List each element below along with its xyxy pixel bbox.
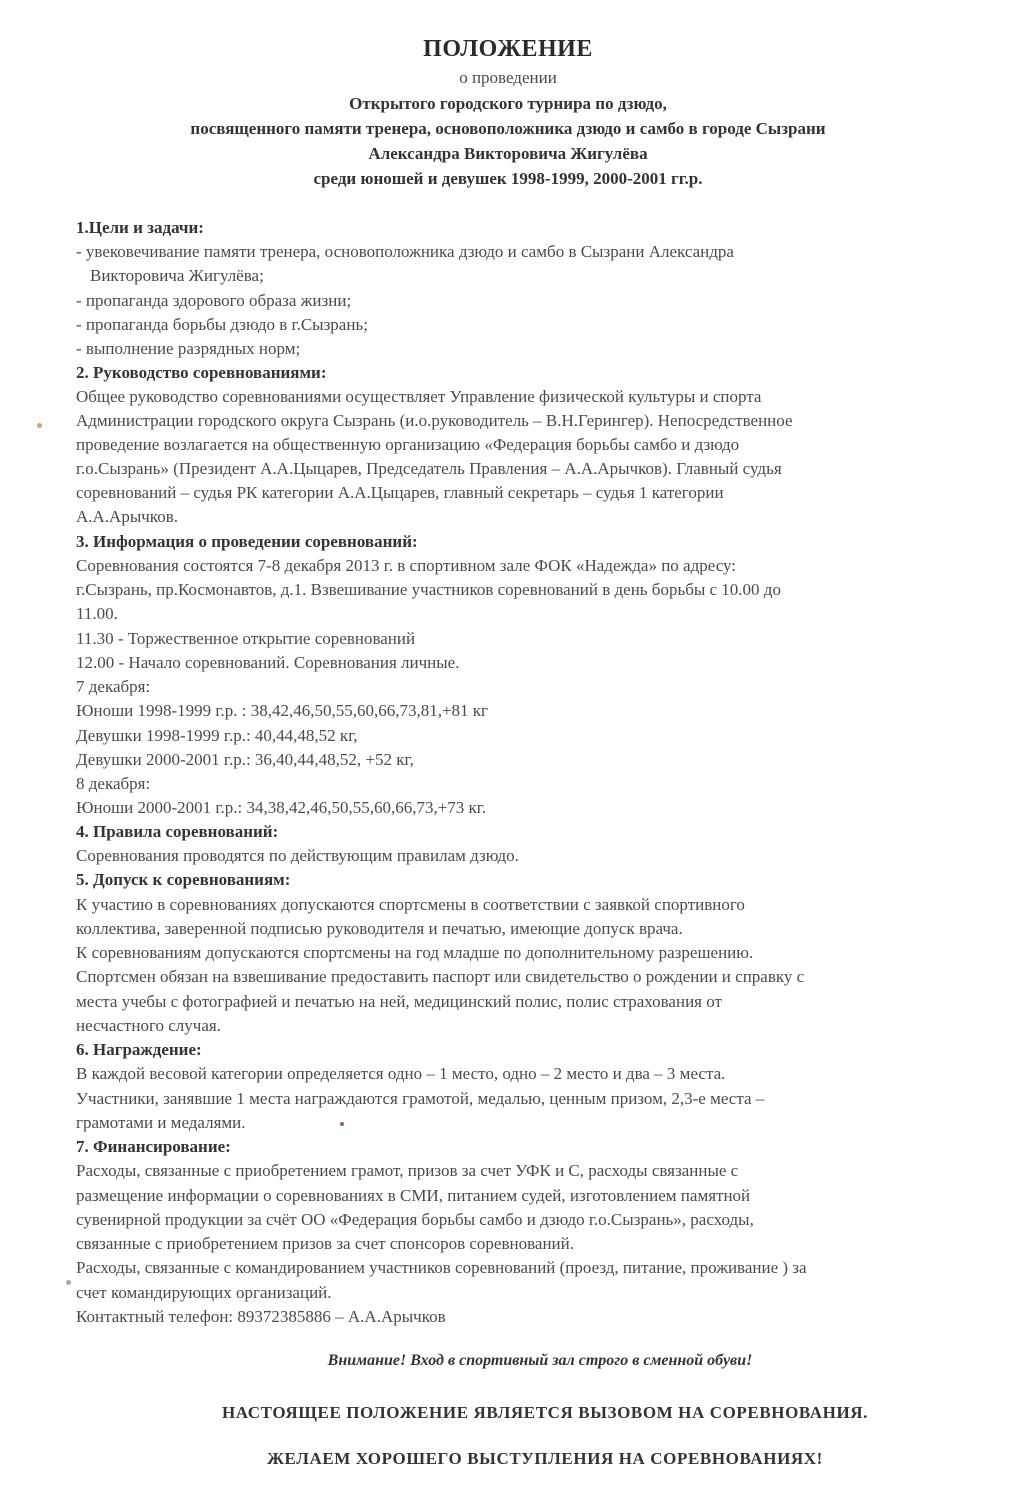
section-line: Девушки 1998-1999 г.р.: 40,44,48,52 кг,: [76, 726, 358, 745]
section-line: - увековечивание памяти тренера, основоположника дзюдо и самбо в Сызрани Александра: [76, 242, 734, 261]
section-line: Викторовича Жигулёва;: [90, 266, 264, 285]
scan-speck: [66, 1280, 71, 1285]
header-line: Открытого городского турнира по дзюдо,: [349, 94, 667, 113]
section-line: 11.00.: [76, 604, 118, 623]
section-heading-financing: 7. Финансирование:: [76, 1137, 231, 1156]
scan-speck: [340, 1122, 344, 1126]
section-line: размещение информации о соревнованиях в СМИ, питанием судей, изготовлением памятной: [76, 1186, 751, 1205]
section-line: г.о.Сызрань» (Президент А.А.Цыцарев, Председатель Правления – А.А.Арычков). Главный судья: [76, 459, 782, 478]
section-line: Соревнования состоятся 7-8 декабря 2013 г. в спортивном зале ФОК «Надежда» по адресу:: [76, 556, 737, 575]
section-line: - пропаганда борьбы дзюдо в г.Сызрань;: [76, 315, 368, 334]
section-line: Юноши 1998-1999 г.р. : 38,42,46,50,55,60,66,73,81,+81 кг: [76, 701, 489, 720]
section-line: К соревнованиям допускаются спортсмены на год младше по дополнительному разрешению.: [76, 943, 754, 962]
section-line: Расходы, связанные с приобретением грамот, призов за счет УФК и С, расходы связанные с: [76, 1161, 739, 1180]
section-line: Расходы, связанные с командированием участников соревнований (проезд, питание, проживание ) за: [76, 1258, 807, 1277]
section-line: Юноши 2000-2001 г.р.: 34,38,42,46,50,55,60,66,73,+73 кг.: [76, 798, 487, 817]
section-heading-goals: 1.Цели и задачи:: [76, 218, 204, 237]
section-line: Администрации городского округа Сызрань (и.о.руководитель – В.Н.Герингер). Непосредственное: [76, 411, 793, 430]
section-line: - выполнение разрядных норм;: [76, 339, 301, 358]
closing-line: НАСТОЯЩЕЕ ПОЛОЖЕНИЕ ЯВЛЯЕТСЯ ВЫЗОВОМ НА СОРЕВНОВАНИЯ.: [221, 1403, 869, 1422]
section-line: связанные с приобретением призов за счет спонсоров соревнований.: [76, 1234, 574, 1253]
section-line: А.А.Арычков.: [76, 507, 178, 526]
header-line: Александра Викторовича Жигулёва: [368, 144, 648, 163]
section-line: сувенирной продукции за счёт ОО «Федерация борьбы самбо и дзюдо г.о.Сызрань», расходы,: [76, 1210, 754, 1229]
section-line: 12.00 - Начало соревнований. Соревнования личные.: [76, 653, 460, 672]
section-line: коллектива, заверенной подписью руководителя и печатью, имеющие допуск врача.: [76, 919, 683, 938]
section-line: соревнований – судья РК категории А.А.Цыцарев, главный секретарь – судья 1 категории: [76, 483, 724, 502]
document-title: ПОЛОЖЕНИЕ: [423, 36, 593, 62]
section-line: Соревнования проводятся по действующим правилам дзюдо.: [76, 846, 519, 865]
section-line: К участию в соревнованиях допускаются спортсмены в соответствии с заявкой спортивного: [76, 895, 745, 914]
section-line: счет командирующих организаций.: [76, 1283, 332, 1302]
contact-phone-line: Контактный телефон: 89372385886 – А.А.Арычков: [76, 1307, 446, 1326]
section-line: места учебы с фотографией и печатью на ней, медицинский полис, полис страхования от: [76, 992, 722, 1011]
section-line: проведение возлагается на общественную организацию «Федерация борьбы самбо и дзюдо: [76, 435, 740, 454]
section-line: 11.30 - Торжественное открытие соревнований: [76, 629, 416, 648]
header-line: среди юношей и девушек 1998-1999, 2000-2001 гг.р.: [313, 169, 703, 188]
section-heading-information: 3. Информация о проведении соревнований:: [76, 532, 418, 551]
scan-speck: [37, 423, 42, 428]
section-line: несчастного случая.: [76, 1016, 221, 1035]
footwear-notice: Внимание! Вход в спортивный зал строго в сменной обуви!: [327, 1352, 753, 1369]
section-line: г.Сызрань, пр.Космонавтов, д.1. Взвешивание участников соревнований в день борьбы с 10.00 до: [76, 580, 781, 599]
section-line: Спортсмен обязан на взвешивание предоставить паспорт или свидетельство о рождении и справку с: [76, 967, 805, 986]
section-heading-management: 2. Руководство соревнованиями:: [76, 363, 327, 382]
closing-line: ЖЕЛАЕМ ХОРОШЕГО ВЫСТУПЛЕНИЯ НА СОРЕВНОВАНИЯХ!: [267, 1449, 823, 1468]
section-heading-admission: 5. Допуск к соревнованиям:: [76, 870, 291, 889]
section-line: Общее руководство соревнованиями осуществляет Управление физической культуры и спорта: [76, 387, 762, 406]
section-line: В каждой весовой категории определяется одно – 1 место, одно – 2 место и два – 3 места.: [76, 1064, 726, 1083]
section-line: Участники, занявшие 1 места награждаются грамотой, медалью, ценным призом, 2,3-е места –: [76, 1089, 765, 1108]
section-line: - пропаганда здорового образа жизни;: [76, 291, 352, 310]
header-line: посвященного памяти тренера, основоположника дзюдо и самбо в городе Сызрани: [190, 119, 826, 138]
section-line: Девушки 2000-2001 г.р.: 36,40,44,48,52, +52 кг,: [76, 750, 414, 769]
section-line: 8 декабря:: [76, 774, 151, 793]
section-heading-rules: 4. Правила соревнований:: [76, 822, 279, 841]
section-heading-awards: 6. Награждение:: [76, 1040, 202, 1059]
document-subtitle: о проведении: [459, 68, 557, 87]
section-line: 7 декабря:: [76, 677, 151, 696]
section-line: грамотами и медалями.: [76, 1113, 246, 1132]
